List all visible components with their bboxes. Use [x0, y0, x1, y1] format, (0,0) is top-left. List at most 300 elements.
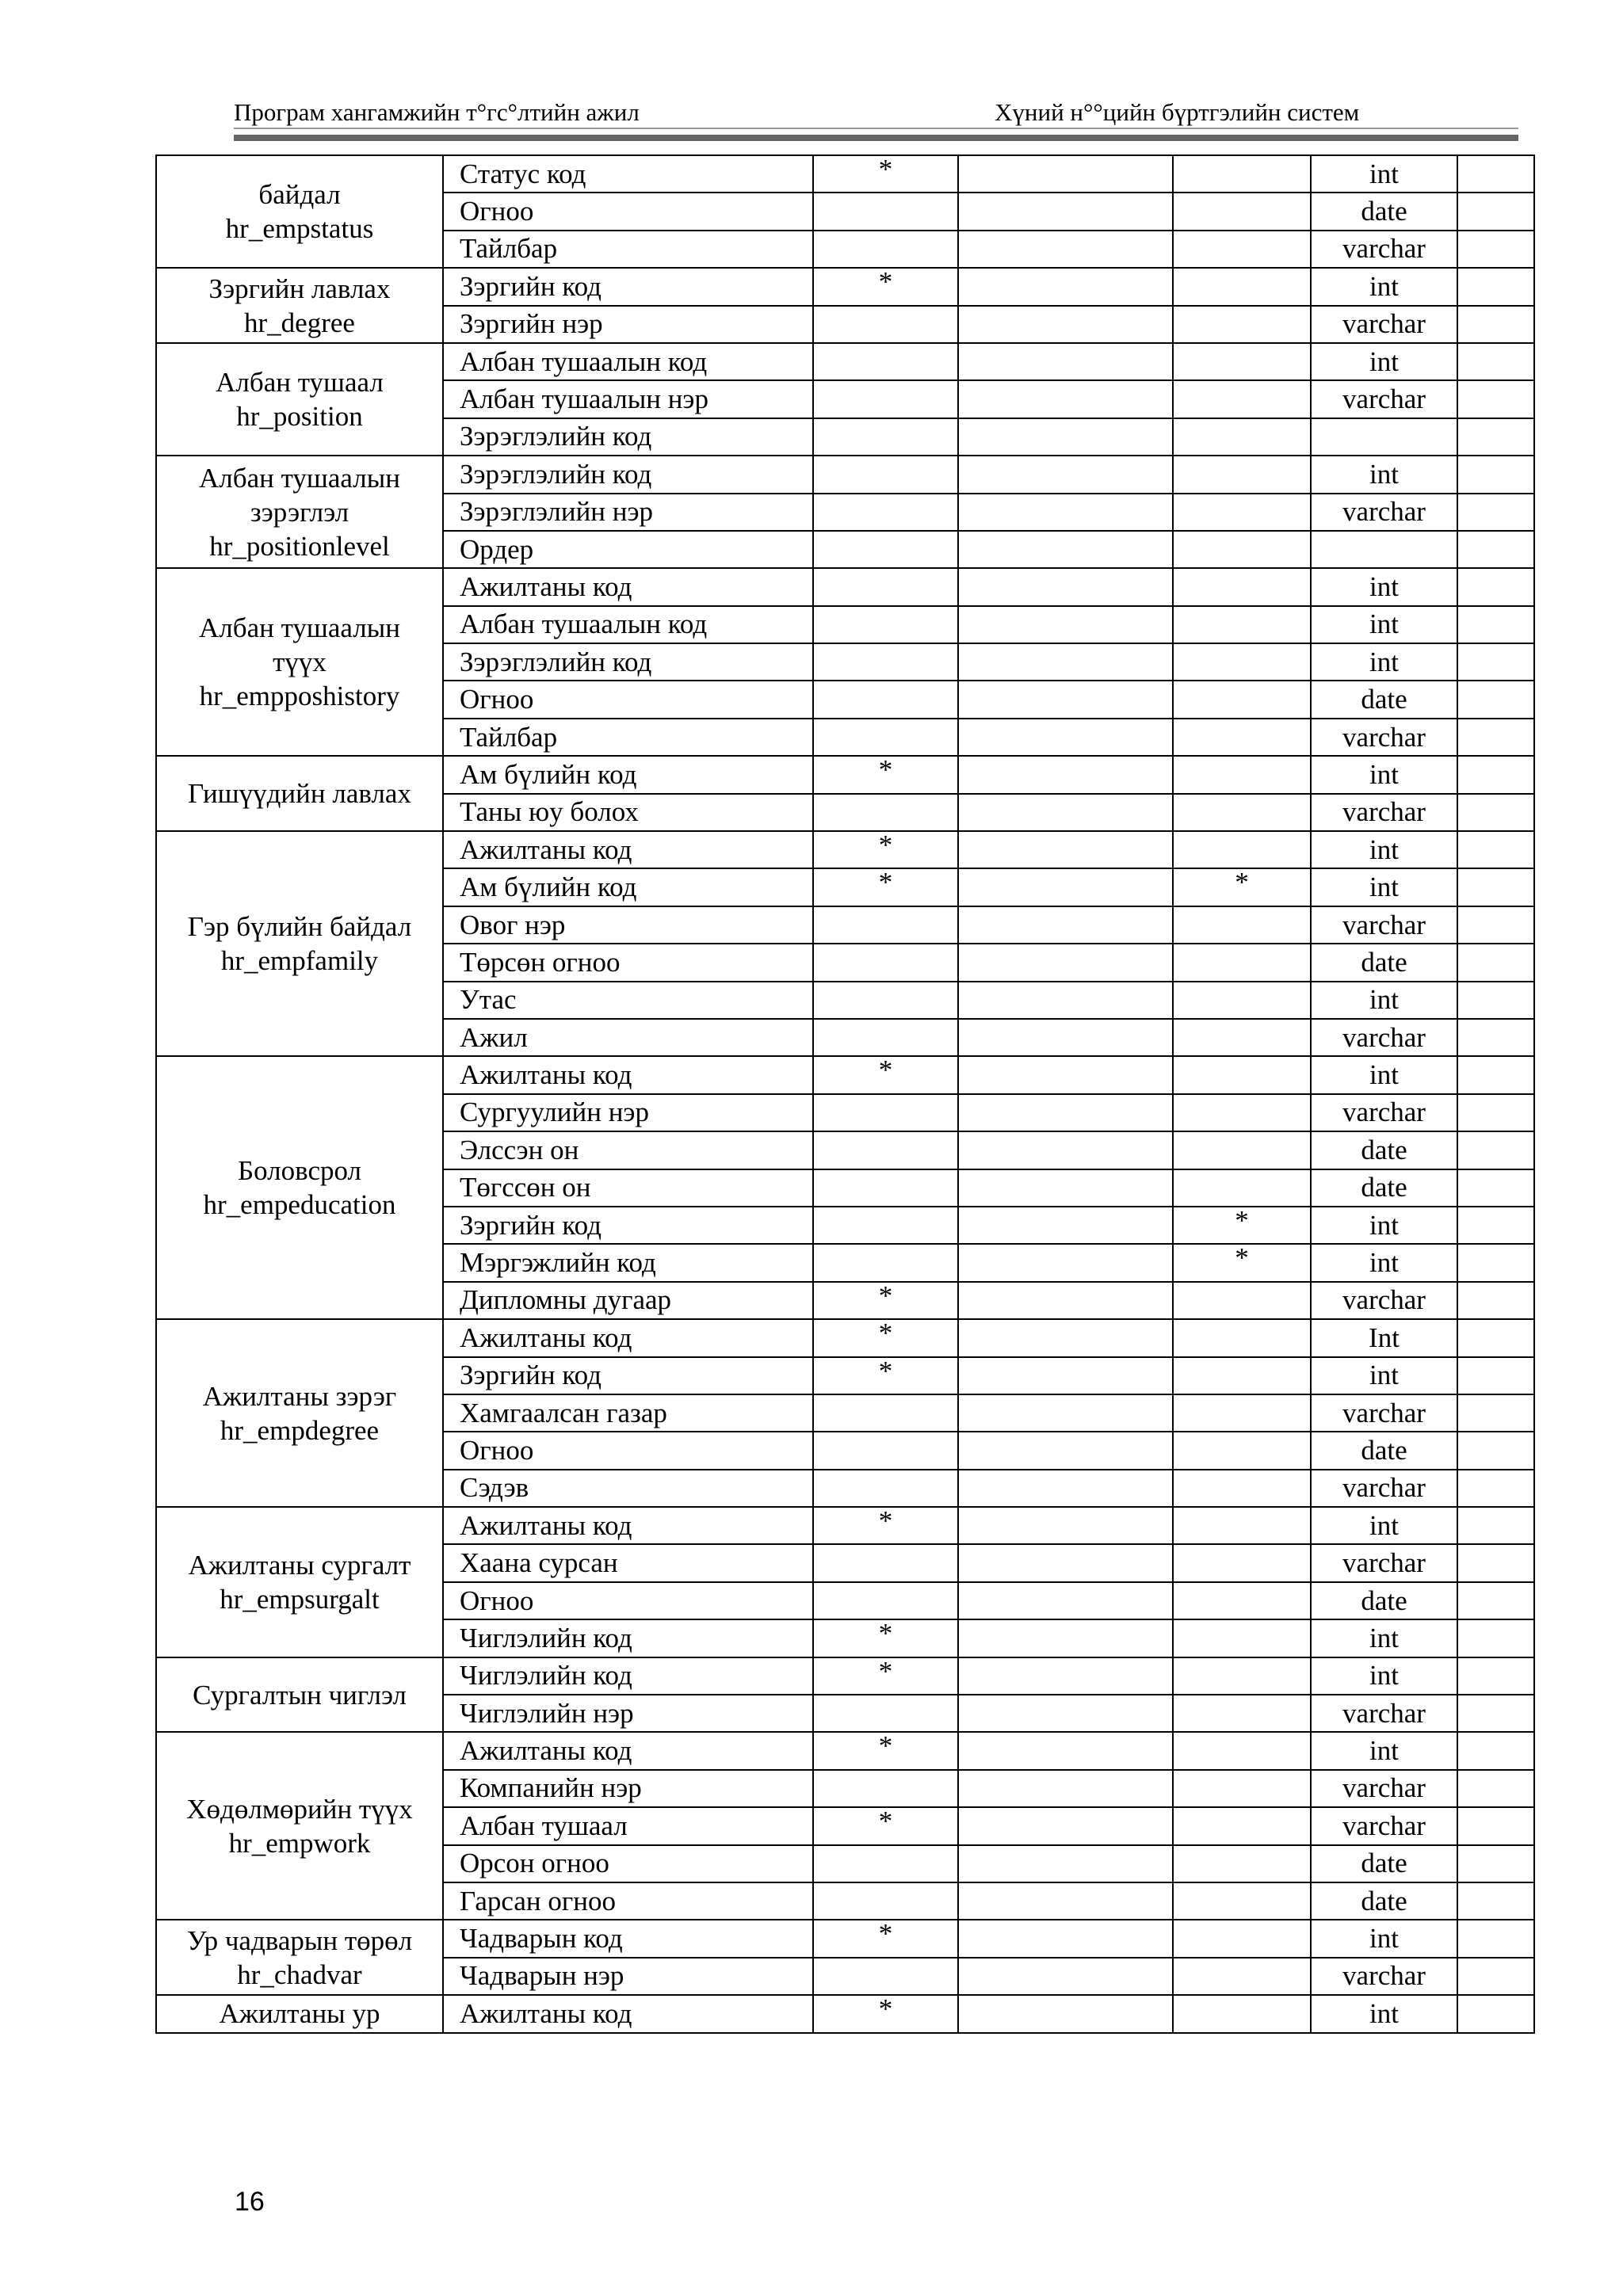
empty-cell	[1457, 1319, 1534, 1356]
field-name: Ажилтаны код	[443, 568, 813, 605]
foreign-key-mark	[1173, 1282, 1311, 1319]
entity-label-text: Ажилтаны зэрэг hr_empdegree	[202, 1380, 397, 1446]
field-name: Ажилтаны код	[443, 1507, 813, 1544]
entity-label-text: Хөдөлмөрийн түүх hr_empwork	[186, 1793, 413, 1859]
foreign-key-mark	[1173, 1619, 1311, 1657]
primary-key-mark: *	[813, 1619, 958, 1657]
empty-cell	[958, 794, 1173, 831]
primary-key-mark	[813, 1244, 958, 1281]
empty-cell	[958, 1019, 1173, 1056]
page-number: 16	[235, 2187, 265, 2217]
foreign-key-mark: *	[1173, 1244, 1311, 1281]
table-row	[156, 1507, 1534, 1544]
empty-cell	[958, 418, 1173, 456]
primary-key-mark: *	[813, 1995, 958, 2032]
empty-cell	[1457, 268, 1534, 305]
field-name: Зэргийн код	[443, 268, 813, 305]
foreign-key-mark	[1173, 193, 1311, 230]
empty-cell	[1457, 1244, 1534, 1281]
empty-cell	[1457, 1657, 1534, 1695]
foreign-key-mark	[1173, 606, 1311, 643]
data-type: date	[1311, 1131, 1457, 1169]
foreign-key-mark	[1173, 1695, 1311, 1732]
empty-cell	[1457, 1470, 1534, 1507]
primary-key-mark	[813, 1582, 958, 1619]
primary-key-mark	[813, 418, 958, 456]
empty-cell	[958, 380, 1173, 418]
empty-cell	[958, 1507, 1173, 1544]
empty-cell	[958, 155, 1173, 193]
empty-cell	[958, 1920, 1173, 1957]
empty-cell	[958, 681, 1173, 718]
data-type: varchar	[1311, 1770, 1457, 1807]
foreign-key-mark	[1173, 794, 1311, 831]
empty-cell	[1457, 1019, 1534, 1056]
foreign-key-mark	[1173, 1958, 1311, 1995]
empty-cell	[958, 831, 1173, 868]
primary-key-mark	[813, 982, 958, 1019]
primary-key-mark: *	[813, 1319, 958, 1356]
data-type: date	[1311, 1169, 1457, 1207]
entity-label	[156, 155, 443, 268]
header-rule-thin	[234, 128, 1518, 129]
foreign-key-mark	[1173, 1169, 1311, 1207]
data-type: varchar	[1311, 231, 1457, 268]
primary-key-mark	[813, 944, 958, 981]
data-type: int	[1311, 1207, 1457, 1244]
empty-cell	[1457, 831, 1534, 868]
primary-key-mark	[813, 1169, 958, 1207]
field-name: Огноо	[443, 193, 813, 230]
field-name: Зэрэглэлийн код	[443, 418, 813, 456]
primary-key-mark	[813, 568, 958, 605]
empty-cell	[1457, 1357, 1534, 1394]
table-row	[156, 1995, 1534, 2032]
empty-cell	[958, 606, 1173, 643]
foreign-key-mark	[1173, 568, 1311, 605]
table-row	[156, 756, 1534, 793]
primary-key-mark	[813, 193, 958, 230]
empty-cell	[1457, 456, 1534, 493]
data-type: varchar	[1311, 1807, 1457, 1844]
field-name: Утас	[443, 982, 813, 1019]
field-name: Төгссөн он	[443, 1169, 813, 1207]
primary-key-mark	[813, 1470, 958, 1507]
primary-key-mark	[813, 643, 958, 681]
empty-cell	[1457, 756, 1534, 793]
entity-label-text: байдал hr_empstatus	[225, 179, 374, 245]
empty-cell	[1457, 343, 1534, 380]
entity-label	[156, 1056, 443, 1319]
field-name: Ажилтаны код	[443, 1995, 813, 2032]
empty-cell	[958, 306, 1173, 343]
empty-cell	[1457, 1582, 1534, 1619]
primary-key-mark	[813, 1207, 958, 1244]
empty-cell	[1457, 418, 1534, 456]
foreign-key-mark	[1173, 1582, 1311, 1619]
field-name: Албан тушаал	[443, 1807, 813, 1844]
field-name: Ажилтаны код	[443, 1732, 813, 1769]
foreign-key-mark	[1173, 306, 1311, 343]
field-name: Хамгаалсан газар	[443, 1394, 813, 1432]
foreign-key-mark	[1173, 982, 1311, 1019]
empty-cell	[1457, 1995, 1534, 2032]
foreign-key-mark	[1173, 1732, 1311, 1769]
foreign-key-mark	[1173, 1357, 1311, 1394]
empty-cell	[958, 1282, 1173, 1319]
foreign-key-mark	[1173, 1882, 1311, 1920]
foreign-key-mark	[1173, 1657, 1311, 1695]
foreign-key-mark	[1173, 1995, 1311, 2032]
primary-key-mark	[813, 719, 958, 756]
empty-cell	[958, 343, 1173, 380]
database-spec-table	[155, 154, 1535, 2034]
empty-cell	[958, 1319, 1173, 1356]
empty-cell	[958, 1432, 1173, 1469]
field-name: Чиглэлийн нэр	[443, 1695, 813, 1732]
foreign-key-mark	[1173, 1470, 1311, 1507]
entity-label	[156, 456, 443, 568]
table-row	[156, 1920, 1534, 1957]
data-type: int	[1311, 1357, 1457, 1394]
field-name: Чиглэлийн код	[443, 1619, 813, 1657]
empty-cell	[1457, 719, 1534, 756]
empty-cell	[958, 1131, 1173, 1169]
field-name: Ажил	[443, 1019, 813, 1056]
primary-key-mark: *	[813, 155, 958, 193]
field-name: Зэрэглэлийн код	[443, 456, 813, 493]
table-row	[156, 568, 1534, 605]
primary-key-mark	[813, 231, 958, 268]
empty-cell	[1457, 494, 1534, 531]
entity-label	[156, 268, 443, 343]
table-row	[156, 343, 1534, 380]
data-type: date	[1311, 944, 1457, 981]
empty-cell	[958, 1394, 1173, 1432]
primary-key-mark: *	[813, 1920, 958, 1957]
header-right-title: Хүний н°°цийн бүртгэлийн систем	[995, 98, 1360, 126]
data-type: varchar	[1311, 719, 1457, 756]
field-name: Зэрэглэлийн код	[443, 643, 813, 681]
primary-key-mark	[813, 343, 958, 380]
field-name: Огноо	[443, 681, 813, 718]
empty-cell	[958, 868, 1173, 906]
field-name: Ажилтаны код	[443, 1319, 813, 1356]
primary-key-mark	[813, 1094, 958, 1131]
primary-key-mark	[813, 531, 958, 568]
data-type: date	[1311, 193, 1457, 230]
primary-key-mark	[813, 906, 958, 944]
field-name: Зэрэглэлийн нэр	[443, 494, 813, 531]
field-name: Тайлбар	[443, 719, 813, 756]
data-type: varchar	[1311, 494, 1457, 531]
field-name: Сургуулийн нэр	[443, 1094, 813, 1131]
entity-label	[156, 1657, 443, 1733]
entity-label	[156, 568, 443, 756]
primary-key-mark: *	[813, 868, 958, 906]
primary-key-mark	[813, 306, 958, 343]
data-type: varchar	[1311, 1282, 1457, 1319]
foreign-key-mark	[1173, 418, 1311, 456]
field-name: Статус код	[443, 155, 813, 193]
primary-key-mark: *	[813, 1282, 958, 1319]
empty-cell	[1457, 1770, 1534, 1807]
data-type: int	[1311, 868, 1457, 906]
field-name: Дипломны дугаар	[443, 1282, 813, 1319]
empty-cell	[1457, 1507, 1534, 1544]
foreign-key-mark	[1173, 343, 1311, 380]
empty-cell	[958, 944, 1173, 981]
foreign-key-mark	[1173, 756, 1311, 793]
data-type: int	[1311, 456, 1457, 493]
field-name: Овог нэр	[443, 906, 813, 944]
empty-cell	[1457, 1432, 1534, 1469]
field-name: Албан тушаалын код	[443, 343, 813, 380]
table-row	[156, 268, 1534, 305]
data-type: int	[1311, 1920, 1457, 1957]
field-name: Сэдэв	[443, 1470, 813, 1507]
empty-cell	[1457, 1394, 1534, 1432]
field-name: Элссэн он	[443, 1131, 813, 1169]
primary-key-mark	[813, 1019, 958, 1056]
primary-key-mark	[813, 1695, 958, 1732]
entity-label	[156, 831, 443, 1056]
empty-cell	[958, 231, 1173, 268]
foreign-key-mark	[1173, 231, 1311, 268]
empty-cell	[958, 1207, 1173, 1244]
data-type: varchar	[1311, 1019, 1457, 1056]
field-name: Чадварын нэр	[443, 1958, 813, 1995]
primary-key-mark	[813, 1845, 958, 1882]
entity-label-text: Сургалтын чиглэл	[193, 1679, 407, 1711]
empty-cell	[958, 1695, 1173, 1732]
primary-key-mark	[813, 681, 958, 718]
field-name: Таны юу болох	[443, 794, 813, 831]
foreign-key-mark	[1173, 643, 1311, 681]
primary-key-mark	[813, 606, 958, 643]
data-type: Int	[1311, 1319, 1457, 1356]
foreign-key-mark	[1173, 155, 1311, 193]
field-name: Мэргэжлийн код	[443, 1244, 813, 1281]
primary-key-mark: *	[813, 756, 958, 793]
entity-label-text: Зэргийн лавлах hr_degree	[208, 273, 391, 338]
data-type: varchar	[1311, 1394, 1457, 1432]
empty-cell	[1457, 606, 1534, 643]
data-type: date	[1311, 1582, 1457, 1619]
empty-cell	[958, 1882, 1173, 1920]
entity-label-text: Гишүүдийн лавлах	[188, 778, 411, 810]
empty-cell	[958, 982, 1173, 1019]
empty-cell	[1457, 944, 1534, 981]
empty-cell	[958, 1807, 1173, 1844]
entity-label	[156, 1319, 443, 1507]
foreign-key-mark	[1173, 719, 1311, 756]
foreign-key-mark	[1173, 1131, 1311, 1169]
foreign-key-mark	[1173, 268, 1311, 305]
foreign-key-mark	[1173, 1807, 1311, 1844]
primary-key-mark	[813, 380, 958, 418]
empty-cell	[1457, 906, 1534, 944]
empty-cell	[1457, 1131, 1534, 1169]
empty-cell	[1457, 794, 1534, 831]
foreign-key-mark	[1173, 681, 1311, 718]
primary-key-mark	[813, 1882, 958, 1920]
foreign-key-mark	[1173, 1432, 1311, 1469]
entity-label-text: Гэр бүлийн байдал hr_empfamily	[187, 911, 412, 977]
foreign-key-mark: *	[1173, 868, 1311, 906]
data-type: int	[1311, 1507, 1457, 1544]
empty-cell	[958, 1732, 1173, 1769]
primary-key-mark: *	[813, 1056, 958, 1093]
data-type: int	[1311, 1619, 1457, 1657]
empty-cell	[958, 1544, 1173, 1581]
data-type: int	[1311, 606, 1457, 643]
empty-cell	[958, 1470, 1173, 1507]
entity-label-text: Боловсрол hr_empeducation	[203, 1155, 396, 1221]
empty-cell	[958, 1169, 1173, 1207]
foreign-key-mark	[1173, 494, 1311, 531]
data-type: varchar	[1311, 1470, 1457, 1507]
empty-cell	[958, 1619, 1173, 1657]
empty-cell	[1457, 1619, 1534, 1657]
entity-label-text: Албан тушаалын түүх hr_empposhistory	[199, 612, 400, 712]
data-type	[1311, 531, 1457, 568]
foreign-key-mark	[1173, 944, 1311, 981]
primary-key-mark	[813, 1394, 958, 1432]
empty-cell	[958, 531, 1173, 568]
foreign-key-mark: *	[1173, 1207, 1311, 1244]
foreign-key-mark	[1173, 1094, 1311, 1131]
header-left-title: Програм хангамжийн т°гс°лтийн ажил	[234, 98, 640, 126]
field-name: Зэргийн код	[443, 1207, 813, 1244]
field-name: Ам бүлийн код	[443, 756, 813, 793]
field-name: Төрсөн огноо	[443, 944, 813, 981]
empty-cell	[1457, 155, 1534, 193]
empty-cell	[958, 1094, 1173, 1131]
data-type: varchar	[1311, 794, 1457, 831]
foreign-key-mark	[1173, 1507, 1311, 1544]
field-name: Огноо	[443, 1432, 813, 1469]
data-type: int	[1311, 1056, 1457, 1093]
header-rule-thick	[234, 135, 1518, 141]
empty-cell	[1457, 643, 1534, 681]
entity-label	[156, 1920, 443, 1995]
field-name: Албан тушаалын нэр	[443, 380, 813, 418]
empty-cell	[1457, 380, 1534, 418]
data-type: int	[1311, 1995, 1457, 2032]
data-type: date	[1311, 681, 1457, 718]
empty-cell	[958, 1958, 1173, 1995]
data-type: int	[1311, 1657, 1457, 1695]
primary-key-mark: *	[813, 1357, 958, 1394]
empty-cell	[1457, 568, 1534, 605]
data-type: int	[1311, 155, 1457, 193]
primary-key-mark: *	[813, 1807, 958, 1844]
data-type: int	[1311, 831, 1457, 868]
empty-cell	[1457, 1920, 1534, 1957]
data-type: int	[1311, 643, 1457, 681]
empty-cell	[958, 1582, 1173, 1619]
field-name: Ордер	[443, 531, 813, 568]
field-name: Ам бүлийн код	[443, 868, 813, 906]
data-type: date	[1311, 1882, 1457, 1920]
primary-key-mark: *	[813, 268, 958, 305]
entity-label-text: Албан тушаал hr_position	[216, 367, 384, 433]
field-name: Зэргийн нэр	[443, 306, 813, 343]
field-name: Компанийн нэр	[443, 1770, 813, 1807]
foreign-key-mark	[1173, 831, 1311, 868]
empty-cell	[1457, 193, 1534, 230]
primary-key-mark	[813, 1432, 958, 1469]
data-type: varchar	[1311, 1958, 1457, 1995]
data-type: int	[1311, 1244, 1457, 1281]
data-type: int	[1311, 982, 1457, 1019]
entity-label	[156, 1507, 443, 1657]
empty-cell	[1457, 1732, 1534, 1769]
data-type: date	[1311, 1432, 1457, 1469]
table-row	[156, 1056, 1534, 1093]
spec-table-body	[156, 155, 1534, 2033]
primary-key-mark	[813, 494, 958, 531]
empty-cell	[1457, 1695, 1534, 1732]
empty-cell	[1457, 1207, 1534, 1244]
empty-cell	[1457, 681, 1534, 718]
primary-key-mark: *	[813, 1732, 958, 1769]
data-type: varchar	[1311, 1094, 1457, 1131]
field-name: Ажилтаны код	[443, 831, 813, 868]
field-name: Албан тушаалын код	[443, 606, 813, 643]
data-type: varchar	[1311, 1695, 1457, 1732]
empty-cell	[1457, 1544, 1534, 1581]
empty-cell	[1457, 982, 1534, 1019]
empty-cell	[958, 756, 1173, 793]
empty-cell	[1457, 1056, 1534, 1093]
empty-cell	[1457, 868, 1534, 906]
empty-cell	[1457, 1807, 1534, 1844]
entity-label-text: Ажилтаны сургалт hr_empsurgalt	[188, 1549, 411, 1615]
foreign-key-mark	[1173, 1920, 1311, 1957]
foreign-key-mark	[1173, 1056, 1311, 1093]
table-row	[156, 1732, 1534, 1769]
primary-key-mark: *	[813, 1507, 958, 1544]
empty-cell	[958, 719, 1173, 756]
empty-cell	[1457, 1094, 1534, 1131]
entity-label-text: Албан тушаалын зэрэглэл hr_positionlevel	[199, 462, 400, 562]
empty-cell	[958, 906, 1173, 944]
empty-cell	[958, 1770, 1173, 1807]
empty-cell	[1457, 231, 1534, 268]
data-type: int	[1311, 268, 1457, 305]
data-type: varchar	[1311, 306, 1457, 343]
data-type: varchar	[1311, 380, 1457, 418]
foreign-key-mark	[1173, 906, 1311, 944]
primary-key-mark: *	[813, 1657, 958, 1695]
empty-cell	[1457, 306, 1534, 343]
data-type: int	[1311, 343, 1457, 380]
table-row	[156, 831, 1534, 868]
field-name: Зэргийн код	[443, 1357, 813, 1394]
field-name: Ажилтаны код	[443, 1056, 813, 1093]
data-type: date	[1311, 1845, 1457, 1882]
data-type: varchar	[1311, 1544, 1457, 1581]
primary-key-mark	[813, 1958, 958, 1995]
table-row	[156, 1657, 1534, 1695]
data-type: int	[1311, 568, 1457, 605]
field-name: Чадварын код	[443, 1920, 813, 1957]
primary-key-mark	[813, 456, 958, 493]
empty-cell	[1457, 531, 1534, 568]
primary-key-mark	[813, 1770, 958, 1807]
